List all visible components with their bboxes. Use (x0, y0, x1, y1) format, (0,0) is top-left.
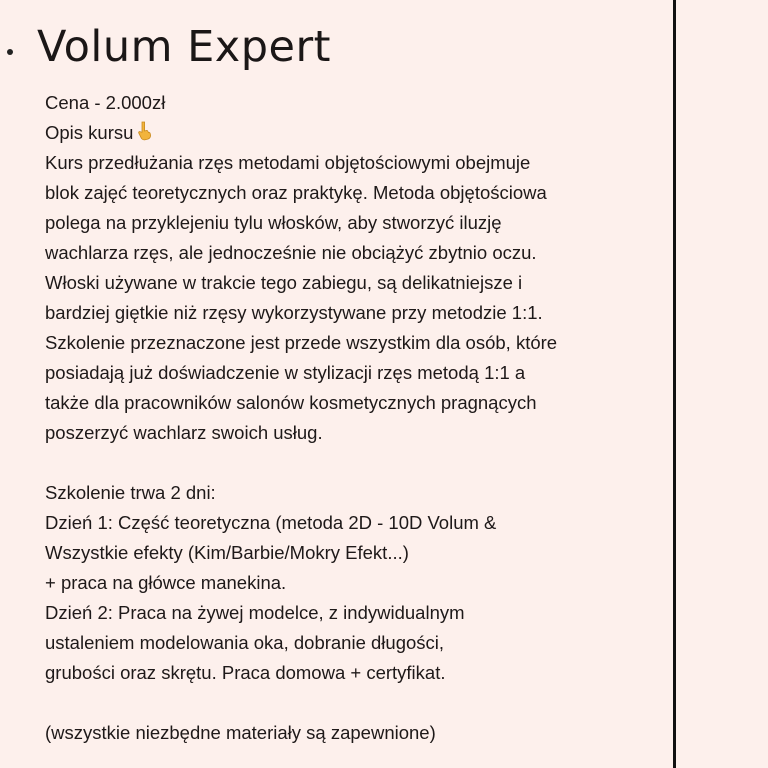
description-line: Włoski używane w trakcie tego zabiegu, są delikatniejsze i (45, 272, 523, 293)
description-line: bardziej giętkie niż rzęsy wykorzystywane przy metodzie 1:1. (45, 302, 543, 323)
materials-note: (wszystkie niezbędne materiały są zapewnione) (45, 722, 436, 743)
schedule-line: ustaleniem modelowania oka, dobranie długości, (45, 632, 445, 653)
schedule-paragraph (45, 478, 670, 688)
description-line: poszerzyć wachlarz swoich usług. (45, 422, 323, 443)
schedule-line: grubości oraz skrętu. Praca domowa + certyfikat. (45, 662, 446, 683)
hand-pointing-down-icon (136, 120, 152, 150)
schedule-line: Wszystkie efekty (Kim/Barbie/Mokry Efekt...) (45, 542, 409, 563)
description-label: Opis kursu (45, 122, 134, 143)
schedule-line: Dzień 2: Praca na żywej modelce, z indywidualnym (45, 602, 465, 623)
description-line: blok zajęć teoretycznych oraz praktykę. Metoda objętościowa (45, 182, 547, 203)
description-line: Szkolenie przeznaczone jest przede wszystkim dla osób, które (45, 332, 558, 353)
spacer (45, 688, 670, 718)
price-line: Cena - 2.000zł (45, 92, 166, 113)
bullet-dot (7, 49, 13, 55)
description-line: Kurs przedłużania rzęs metodami objętościowymi obejmuje (45, 152, 531, 173)
description-line: posiadają już doświadczenie w stylizacji rzęs metodą 1:1 a (45, 362, 526, 383)
spacer (45, 448, 670, 478)
description-line: polega na przyklejeniu tylu włosków, aby stworzyć iluzję (45, 212, 502, 233)
description-line: także dla pracowników salonów kosmetycznych pragnących (45, 392, 537, 413)
schedule-line: + praca na główce manekina. (45, 572, 287, 593)
schedule-line: Szkolenie trwa 2 dni: (45, 482, 216, 503)
description-paragraph (45, 148, 670, 448)
description-heading (45, 118, 670, 148)
course-description (45, 88, 670, 748)
page-title: Volum Expert (37, 22, 332, 72)
schedule-line: Dzień 1: Część teoretyczna (metoda 2D - 10D Volum & (45, 512, 497, 533)
description-line: wachlarza rzęs, ale jednocześnie nie obciążyć zbytnio oczu. (45, 242, 537, 263)
vertical-divider (673, 0, 676, 768)
